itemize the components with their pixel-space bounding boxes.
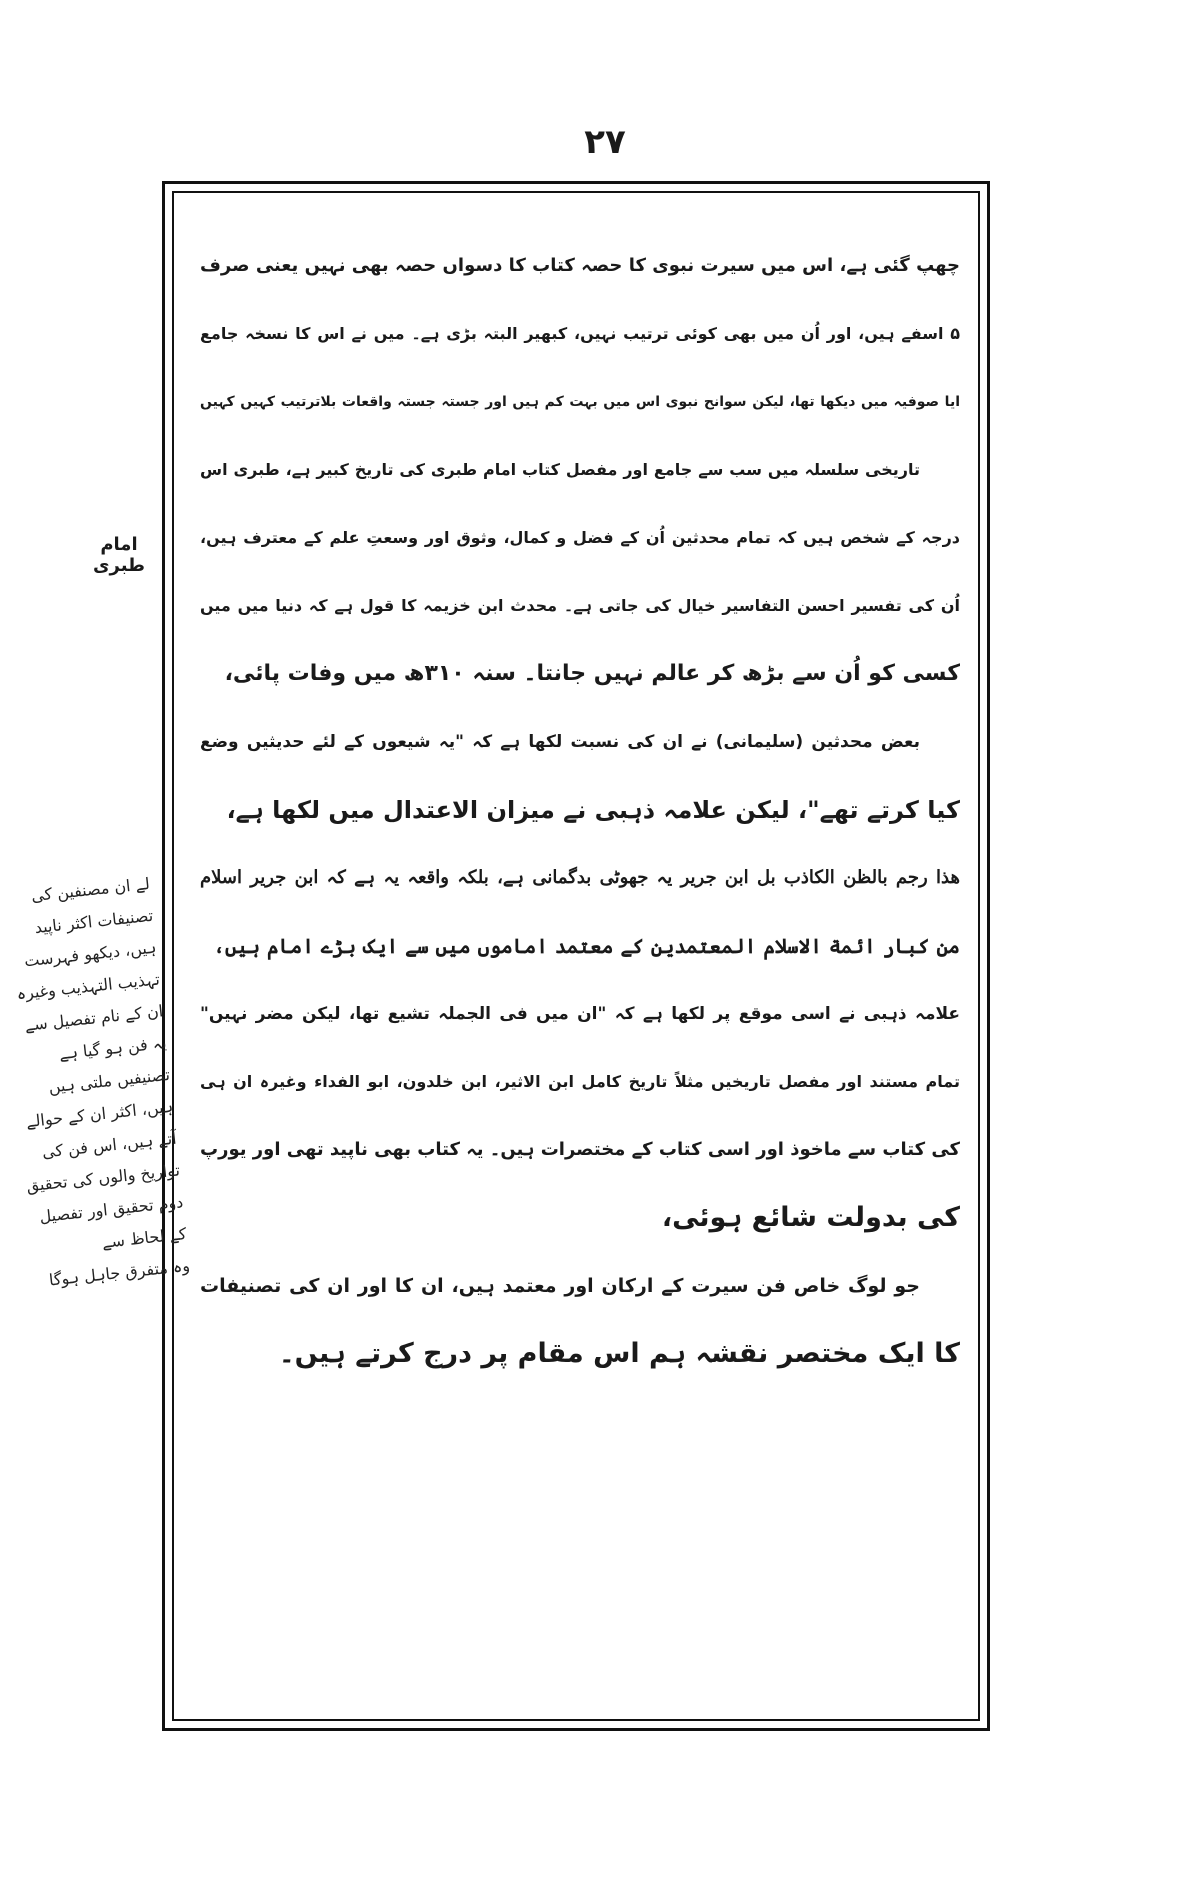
margin-note-line: تواریخ والوں کی تحقیق [25, 1160, 181, 1196]
body-line: هذا رجم بالظن الكاذب بل ابن جرير یہ جھوٹی بدگمانی ہے، بلکہ واقعہ یہ ہے کہ ابن جریر اسلام [200, 867, 960, 888]
body-line: بعض محدثین (سلیمانی) نے ان کی نسبت لکھا ہے کہ "یہ شیعوں کے لئے حدیثیں وضع [200, 732, 920, 752]
body-line: علامہ ذہبی نے اسی موقع پر لکھا ہے کہ "ان میں فی الجملہ تشیع تھا، لیکن مضر نہیں" [200, 1004, 960, 1024]
body-line: کا ایک مختصر نقشہ ہم اس مقام پر درج کرتے ہیں۔ [278, 1338, 960, 1369]
margin-note-line: کے لحاظ سے [101, 1224, 188, 1252]
body-line: کی بدولت شائع ہوئی، [661, 1202, 960, 1233]
margin-note-line: لے ان مصنفین کی [30, 873, 151, 906]
body-text [200, 232, 960, 1388]
page-number: ۲۷ [584, 122, 626, 162]
body-line: اُن کی تفسیر احسن التفاسیر خیال کی جاتی ہے۔ محدث ابن خزیمہ کا قول ہے کہ دنیا میں میں [200, 596, 960, 615]
body-line: درجہ کے شخص ہیں کہ تمام محدثین اُن کے فضل و کمال، وثوق اور وسعتِ علم کے معترف ہیں، [200, 528, 960, 547]
body-line: کسی کو اُن سے بڑھ کر عالم نہیں جانتا۔ سنہ ۳۱۰ھ میں وفات پائی، [224, 661, 960, 686]
margin-note-line: تصنیفات اکثر ناپید [33, 905, 154, 938]
margin-note-line: وہ متفرق جاہل ہوگا [48, 1255, 191, 1290]
margin-note-line: دوم تحقیق اور تفصیل [38, 1192, 185, 1227]
body-line: کیا کرتے تھے"، لیکن علامہ ذہبی نے میزان الاعتدال میں لکھا ہے، [226, 796, 960, 824]
margin-note-line: ہیں، دیکھو فہرست [23, 937, 158, 971]
margin-note-line: یہ فن ہو گیا ہے [58, 1033, 168, 1064]
body-line: چھپ گئی ہے، اس میں سیرت نبوی کا حصہ کتاب کا دسواں حصہ بھی نہیں یعنی صرف [200, 255, 960, 276]
margin-note-line: تصنیفیں ملتی ہیں [47, 1064, 171, 1097]
margin-note-line: آتے ہیں، اس فن کی [41, 1128, 178, 1162]
body-line: تاریخی سلسلہ میں سب سے جامع اور مفصل کتاب امام طبری کی تاریخ کبیر ہے، طبری اس [200, 460, 920, 479]
margin-note-line: تہذیب التہذیب وغیرہ [15, 969, 161, 1004]
margin-note-line: ان کے نام تفصیل سے [23, 1001, 164, 1035]
body-line: ایا صوفیہ میں دیکھا تھا، لیکن سوانح نبوی اس میں بہت کم ہیں اور جستہ جستہ واقعات بلاترتیب کہیں کہیں [200, 394, 960, 410]
body-line: جو لوگ خاص فن سیرت کے ارکان اور معتمد ہیں، ان کا اور ان کی تصنیفات [200, 1275, 920, 1297]
body-line: ۵ اسفے ہیں، اور اُن میں بھی کوئی ترتیب نہیں، کبھیر البتہ بڑی ہے۔ میں نے اس کا نسخہ جامع [200, 324, 960, 343]
margin-heading: امام طبری [93, 534, 145, 576]
margin-note-line: ہیں، اکثر ان کے حوالے [25, 1096, 175, 1132]
body-line: کی کتاب سے ماخوذ اور اسی کتاب کے مختصرات ہیں۔ یہ کتاب بھی ناپید تھی اور یورپ [200, 1139, 960, 1160]
body-line: تمام مستند اور مفصل تاریخیں مثلاً تاریخ کامل ابن الاثیر، ابن خلدون، ابو الفداء وغیرہ ان ہی [200, 1072, 960, 1091]
body-line: من كبار ائمة الاسلام المعتمدين کے معتمد اماموں میں سے ایک بڑے امام ہیں، [213, 934, 960, 958]
